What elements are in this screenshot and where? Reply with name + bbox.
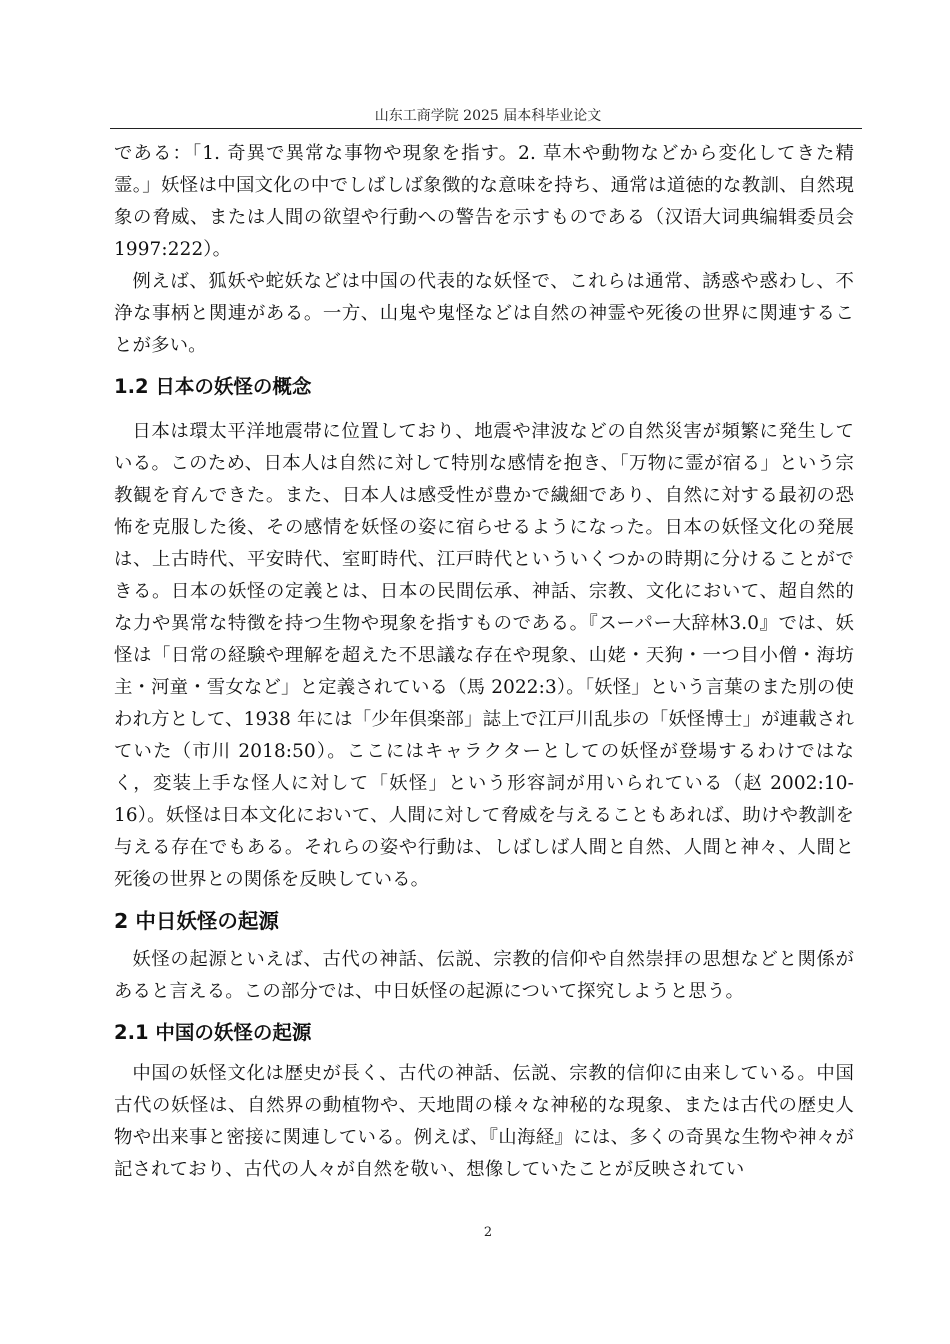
section-heading-2-1: 2.1 中国の妖怪の起源 xyxy=(114,1021,312,1044)
paragraph-examples: 例えば、狐妖や蛇妖などは中国の代表的な妖怪で、これらは通常、誘惑や惑わし、不浄な事柄と関連がある。一方、山鬼や鬼怪などは自然の神霊や死後の世界に関連することが多い。 xyxy=(114,271,854,356)
paragraph-chinese-yokai-origin: 中国の妖怪文化は歴史が長く、古代の神話、伝説、宗教的信仰に由来している。中国古代の妖怪は、自然界の動植物や、天地間の様々な神秘的な現象、または古代の歴史人物や出来事と密接に関連している。例えば、『山海経』には、多くの奇異な生物や神々が記されており、古代の人々が自然を敬い、想像していたことが反映されてい xyxy=(114,1063,854,1180)
section-heading-2: 2 中日妖怪の起源 xyxy=(114,909,279,933)
paragraph-continued: である：「1. 奇異で異常な事物や現象を指す。2. 草木や動物などから変化してきた精霊。」妖怪は中国文化の中でしばしば象徴的な意味を持ち、通常は道徳的な教訓、自然現象の脅威、または人間の欲望や行動への警告を示すものである（汉语大词典编辑委员会 1997:222）。 xyxy=(114,143,854,260)
page-number: 2 xyxy=(483,1225,493,1240)
section-heading-1-2: 1.2 日本の妖怪の概念 xyxy=(114,375,312,398)
document-body xyxy=(114,138,854,1186)
running-header: 山东工商学院 2025 届本科毕业论文 xyxy=(374,108,602,124)
paragraph-japanese-yokai-concept: 日本は環太平洋地震帯に位置しており、地震や津波などの自然災害が頻繁に発生している。このため、日本人は自然に対して特別な感情を抱き、「万物に霊が宿る」という宗教観を育んできた。また、日本人は感受性が豊かで繊細であり、自然に対する最初の恐怖を克服した後、その感情を妖怪の姿に宿らせるようになった。日本の妖怪文化の発展は、上古時代、平安時代、室町時代、江戸時代といういくつかの時期に分けることができる。日本の妖怪の定義とは、日本の民間伝承、神話、宗教、文化において、超自然的な力や異常な特徴を持つ生物や現象を指すものである。『スーパー大辞林3.0』では、妖怪は「日常の経験や理解を超えた不思議な存在や現象、山姥・天狗・一つ目小僧・海坊主・河童・雪女など」と定義されている（馬 2022:3）。「妖怪」という言葉のまた別の使われ方として、1938 年には「少年倶楽部」誌上で江戸川乱歩の「妖怪博士」が連載されていた（市川 2018:50）。ここにはキャラクターとしての妖怪が登場するわけではなく，変装上手な怪人に対して「妖怪」という形容詞が用いられている（赵 2002:10-16）。妖怪は日本文化において、人間に対して脅威を与えることもあれば、助けや教訓を与える存在でもある。それらの姿や行動は、しばしば人間と自然、人間と神々、人間と死後の世界との関係を反映している。 xyxy=(114,421,854,890)
paragraph-origins-intro: 妖怪の起源といえば、古代の神話、伝説、宗教的信仰や自然崇拝の思想などと関係があると言える。この部分では、中日妖怪の起源について探究しようと思う。 xyxy=(114,949,854,1002)
header-rule xyxy=(110,128,862,129)
